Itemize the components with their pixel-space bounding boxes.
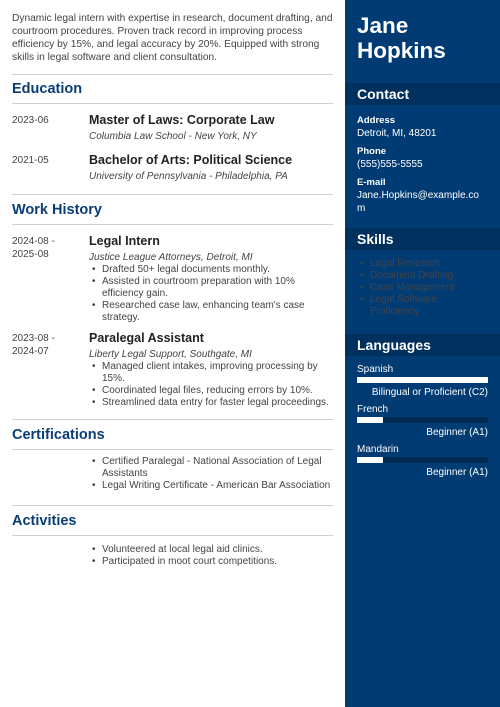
language-level: Beginner (A1) xyxy=(426,427,488,438)
work-entry xyxy=(12,331,333,409)
divider xyxy=(12,194,333,195)
contact-heading: Contact xyxy=(345,83,500,105)
job-bullets xyxy=(89,264,333,324)
proficiency-fill xyxy=(357,417,383,423)
degree-title: Bachelor of Arts: Political Science xyxy=(89,153,293,167)
list-item: • Assisted in courtroom preparation with 10% efficiency gain. xyxy=(89,276,333,300)
list-item: • Document Drafting xyxy=(357,270,488,282)
list-item: • Certified Paralegal - National Association of Legal Assistants xyxy=(89,456,339,480)
divider xyxy=(12,103,333,104)
divider xyxy=(12,535,333,536)
job-title: Legal Intern xyxy=(89,234,160,248)
language-entry xyxy=(357,404,488,439)
sidebar xyxy=(345,0,500,707)
work-date-start: 2023-08 - xyxy=(12,333,55,344)
list-item: • Managed client intakes, improving processing by 15%. xyxy=(89,361,333,385)
list-item: • Case Management xyxy=(357,282,488,294)
language-name: Spanish xyxy=(357,364,394,375)
address-value: Detroit, MI, 48201 xyxy=(357,128,437,139)
languages-heading: Languages xyxy=(345,334,500,356)
language-name: French xyxy=(357,404,389,415)
divider xyxy=(12,419,333,420)
list-item: • Legal Software Proficiency xyxy=(357,294,488,318)
proficiency-bar xyxy=(357,377,488,383)
email-label: E-mail xyxy=(357,177,386,188)
list-item: • Participated in moot court competitions. xyxy=(89,556,339,568)
email-line: Jane.Hopkins@example.co xyxy=(357,190,479,201)
language-entry xyxy=(357,444,488,479)
certifications-heading: Certifications xyxy=(12,427,105,443)
activities-list xyxy=(89,544,339,568)
address-label: Address xyxy=(357,115,396,126)
work-entry xyxy=(12,234,333,324)
skills-list xyxy=(357,258,488,318)
divider xyxy=(12,505,333,506)
school-name: University of Pennsylvania - Philadelphia, PA xyxy=(89,171,288,182)
work-history-heading: Work History xyxy=(12,202,102,218)
last-name: Hopkins xyxy=(357,38,446,63)
company-name: Liberty Legal Support, Southgate, MI xyxy=(89,349,252,360)
education-date: 2023-06 xyxy=(12,115,49,126)
email-value xyxy=(357,189,488,215)
proficiency-bar xyxy=(357,417,488,423)
phone-label: Phone xyxy=(357,146,387,157)
divider xyxy=(12,449,333,450)
education-entry xyxy=(12,113,333,143)
school-name: Columbia Law School - New York, NY xyxy=(89,131,257,142)
activities-heading: Activities xyxy=(12,513,77,529)
list-item: • Researched case law, enhancing team's case strategy. xyxy=(89,300,333,324)
language-name: Mandarin xyxy=(357,444,399,455)
work-date-end: 2024-07 xyxy=(12,346,49,357)
language-entry xyxy=(357,364,488,399)
divider xyxy=(12,224,333,225)
list-item: • Volunteered at local legal aid clinics. xyxy=(89,544,339,556)
list-item: • Legal Writing Certificate - American Bar Association xyxy=(89,480,339,492)
education-heading: Education xyxy=(12,81,83,97)
job-title: Paralegal Assistant xyxy=(89,331,204,345)
job-bullets xyxy=(89,361,333,409)
company-name: Justice League Attorneys, Detroit, MI xyxy=(89,252,253,263)
list-item: • Streamlined data entry for faster legal proceedings. xyxy=(89,397,333,409)
certifications-list xyxy=(89,456,339,492)
list-item: • Legal Research xyxy=(357,258,488,270)
education-entry xyxy=(12,153,333,183)
degree-title: Master of Laws: Corporate Law xyxy=(89,113,275,127)
divider xyxy=(12,74,333,75)
proficiency-fill xyxy=(357,457,383,463)
proficiency-fill xyxy=(357,377,488,383)
work-date-start: 2024-08 - xyxy=(12,236,55,247)
email-line: m xyxy=(357,203,366,214)
language-level: Bilingual or Proficient (C2) xyxy=(371,387,488,398)
list-item: • Drafted 50+ legal documents monthly. xyxy=(89,264,333,276)
skills-heading: Skills xyxy=(345,228,500,250)
list-item: • Coordinated legal files, reducing errors by 10%. xyxy=(89,385,333,397)
summary-text: Dynamic legal intern with expertise in research, document drafting, and courtroom procedures. Proven track record in improving process efficiency by 15%, and legal accuracy by 20%. Equipped with strong skills in legal software and client consultation. xyxy=(12,13,333,63)
work-date-end: 2025-08 xyxy=(12,249,49,260)
first-name: Jane xyxy=(357,13,409,38)
proficiency-bar xyxy=(357,457,488,463)
phone-value: (555)555-5555 xyxy=(357,159,423,170)
education-date: 2021-05 xyxy=(12,155,49,166)
language-level: Beginner (A1) xyxy=(426,467,488,478)
